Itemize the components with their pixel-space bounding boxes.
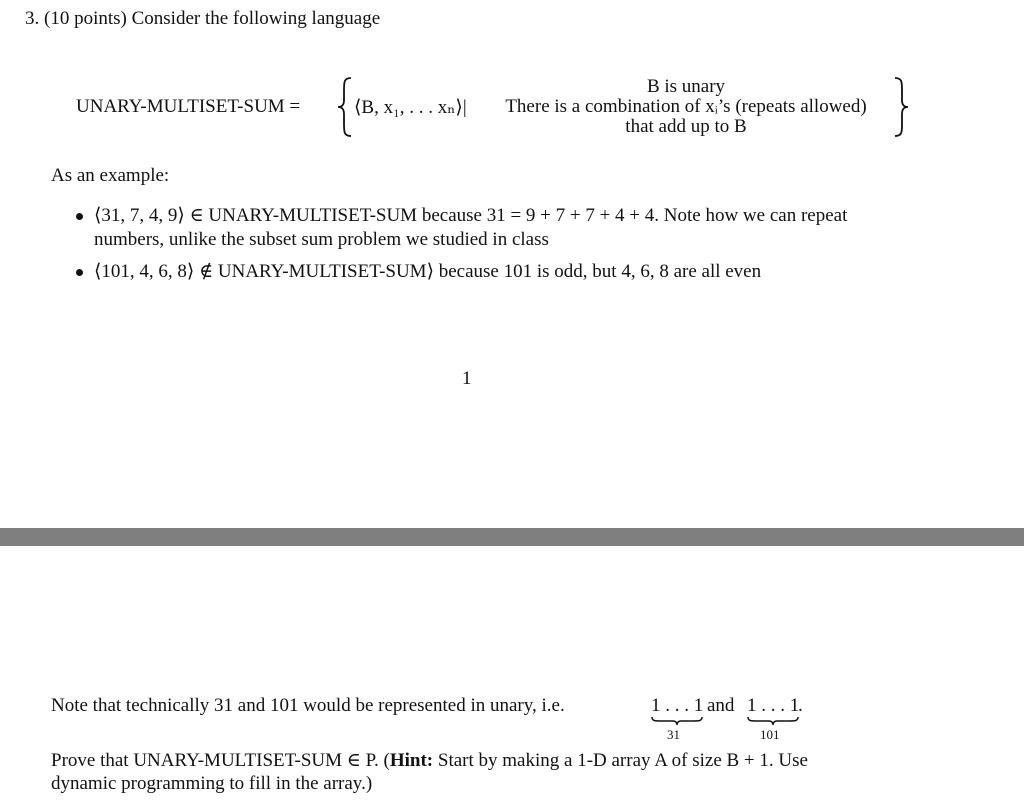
underbrace-31-icon bbox=[651, 716, 703, 726]
definition-tuple: ⟨B, x₁, . . . xₙ⟩| bbox=[354, 97, 467, 118]
unary-101-label: 101 bbox=[760, 727, 780, 742]
example-1-line-1: ⟨31, 7, 4, 9⟩ ∈ UNARY-MULTISET-SUM because 31 = 9 + 7 + 7 + 4 + 4. Note how we can repeat bbox=[94, 205, 848, 226]
note-text: Note that technically 31 and 101 would be represented in unary, i.e. bbox=[51, 695, 565, 716]
left-brace-icon bbox=[336, 76, 354, 138]
unary-31-label: 31 bbox=[667, 727, 680, 742]
unary-31: 1 . . . 1 bbox=[651, 695, 704, 716]
page-divider bbox=[0, 528, 1024, 546]
condition-line-1: B is unary bbox=[646, 76, 726, 97]
problem-number: 3. bbox=[25, 8, 40, 29]
note-and: and bbox=[707, 695, 735, 716]
right-brace-icon bbox=[892, 76, 910, 138]
bullet-2 bbox=[76, 269, 83, 276]
prove-line-1 bbox=[51, 749, 808, 772]
problem-heading bbox=[25, 8, 380, 30]
problem-heading-text: (10 points) Consider the following language bbox=[44, 8, 381, 29]
examples-intro: As an example: bbox=[51, 165, 170, 186]
hint-label: Hint: bbox=[389, 750, 434, 771]
prove-text-a: Prove that UNARY-MULTISET-SUM ∈ P. ( bbox=[51, 750, 390, 771]
condition-line-2: There is a combination of xᵢ’s (repeats allowed) bbox=[505, 96, 867, 117]
definition-name: UNARY-MULTISET-SUM = bbox=[76, 96, 301, 117]
condition-line-3: that add up to B bbox=[625, 116, 747, 137]
example-1-line-2: numbers, unlike the subset sum problem we studied in class bbox=[94, 229, 549, 250]
page-number: 1 bbox=[462, 368, 472, 389]
note-end: . bbox=[798, 695, 803, 716]
underbrace-101-icon bbox=[747, 716, 799, 726]
prove-line-2: dynamic programming to fill in the array.) bbox=[51, 773, 373, 794]
definition-conditions bbox=[480, 77, 892, 137]
prove-text-b: Start by making a 1-D array A of size B + 1. Use bbox=[433, 750, 808, 771]
bullet-1 bbox=[76, 213, 83, 220]
unary-101: 1 . . . 1 bbox=[747, 695, 800, 716]
example-2-line-1: ⟨101, 4, 6, 8⟩ ∉ UNARY-MULTISET-SUM⟩ because 101 is odd, but 4, 6, 8 are all even bbox=[94, 261, 762, 282]
